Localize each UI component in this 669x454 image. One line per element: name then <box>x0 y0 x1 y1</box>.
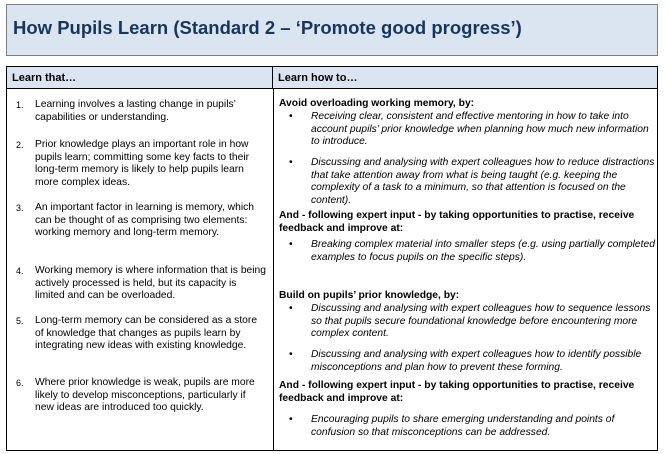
bullet-text: Encouraging pupils to share emerging understanding and points of confusion so that misconceptions can be addressed. <box>311 414 615 438</box>
bullet-text: Breaking complex material into smaller steps (e.g. using partially completed examples to focus pupils on the specific steps). <box>311 239 655 263</box>
item-text: An important factor in learning is memory, which can be thought of as comprising two elements: working memory and long-term memory. <box>35 202 254 238</box>
item-text: Prior knowledge plays an important role in how pupils learn; committing some key facts to their long-term memory is likely to help pupils learn more complex ideas. <box>35 139 250 188</box>
bullet-dot: • <box>289 303 293 314</box>
item-text: Where prior knowledge is weak, pupils are more likely to develop misconceptions, particularly if new ideas are introduced too quickly. <box>35 377 255 413</box>
item-number: 6. <box>16 378 24 388</box>
column-divider <box>273 89 274 450</box>
bullet-dot: • <box>289 414 293 425</box>
bullet-dot: • <box>289 111 293 122</box>
column-header-learn-that: Learn that… <box>7 67 273 89</box>
column-header-learn-how: Learn how to… <box>273 67 657 89</box>
learning-table <box>6 66 658 451</box>
heading-avoid-overloading: Avoid overloading working memory, by: <box>279 98 475 109</box>
bullet-text: Discussing and analysing with expert colleagues how to identify possible misconceptions and plan how to prevent these forming. <box>311 349 642 373</box>
item-number: 5. <box>16 316 24 326</box>
bullet-dot: • <box>289 157 293 168</box>
item-text: Working memory is where information that is being actively processed is held, but its capacity is limited and can be overloaded. <box>35 265 267 301</box>
title-bar <box>6 4 658 56</box>
item-number: 2. <box>16 140 24 150</box>
item-text: Learning involves a lasting change in pupils’ capabilities or understanding. <box>35 99 236 123</box>
bullet-text: Receiving clear, consistent and effective mentoring in how to take into account pupils’ prior knowledge when planning how much new information to introduce. <box>311 111 649 147</box>
item-text: Long-term memory can be considered as a store of knowledge that changes as pupils learn by integrating new ideas with existing knowledge. <box>35 315 258 351</box>
item-number: 3. <box>16 203 24 213</box>
bullet-text: Discussing and analysing with expert colleagues how to sequence lessons so that pupils secure foundational knowledge before encountering more complex content. <box>311 303 651 339</box>
item-number: 1. <box>16 100 24 110</box>
page-title: How Pupils Learn (Standard 2 – ‘Promote good progress’) <box>13 17 522 38</box>
item-number: 4. <box>16 266 24 276</box>
bullet-text: Discussing and analysing with expert colleagues how to reduce distractions that take attention away from what is being taught (e.g. keeping the complexity of a task to a minimum, so that attention is focused on the content). <box>311 157 655 206</box>
heading-practise-feedback-2: And - following expert input - by taking opportunities to practise, receive feedback and improve at: <box>279 380 635 404</box>
bullet-dot: • <box>289 349 293 360</box>
bullet-dot: • <box>289 239 293 250</box>
heading-build-on-prior-knowledge: Build on pupils’ prior knowledge, by: <box>279 290 460 301</box>
heading-practise-feedback-1: And - following expert input - by taking opportunities to practise, receive feedback and improve at: <box>279 210 635 234</box>
